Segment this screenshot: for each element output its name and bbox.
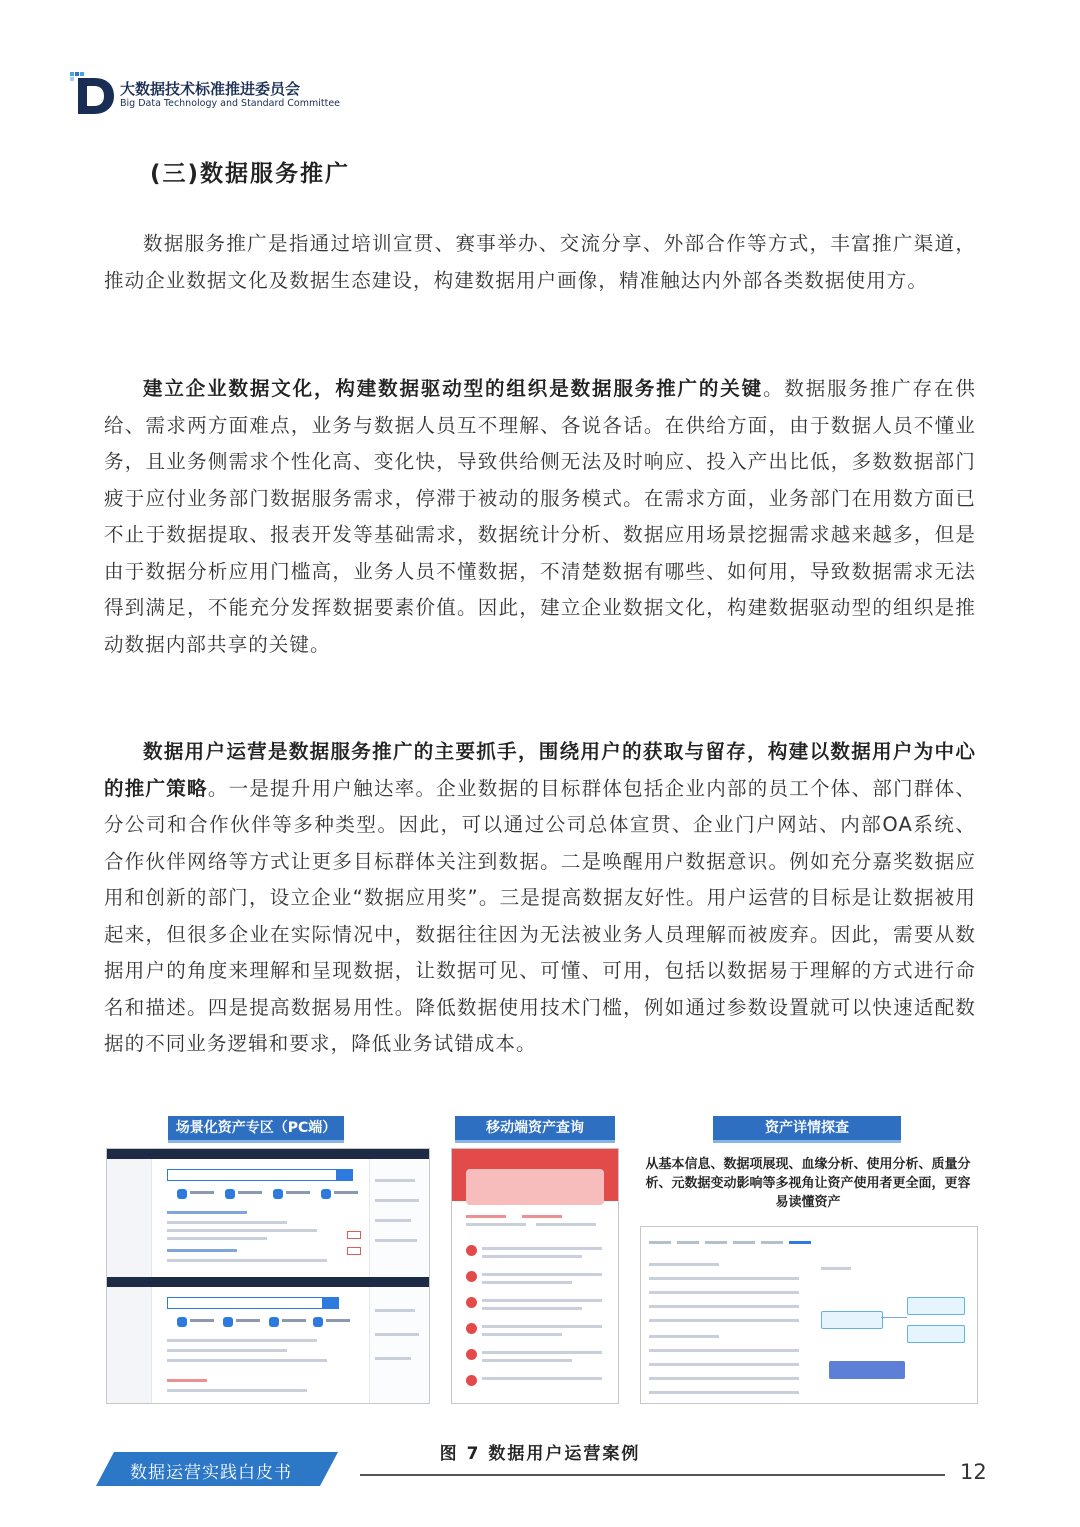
paragraph-2	[104, 371, 976, 663]
page-number: 12	[960, 1460, 987, 1484]
panel-detail-text: 从基本信息、数据项展现、血缘分析、使用分析、质量分析、元数据变动影响等多视角让资产使用者更全面，更容易读懂资产	[645, 1157, 971, 1210]
section-heading: (三)数据服务推广	[150, 161, 351, 187]
paragraph-3	[104, 734, 976, 1063]
panel-title-pc: 场景化资产专区（PC端）	[168, 1116, 344, 1143]
org-name-cn: 大数据技术标准推进委员会	[120, 80, 301, 98]
figure-caption: 图 7 数据用户运营案例	[439, 1444, 641, 1464]
paragraph-2-body: 。数据服务推广存在供给、需求两方面难点，业务与数据人员互不理解、各说各话。在供给方面，由于数据人员不懂业务，且业务侧需求个性化高、变化快，导致供给侧无法及时响应、投入产出比低，多数数据部门疲于应付业务部门数据服务需求，停滞于被动的服务模式。在需求方面，业务部门在用数方面已不止于数据提取、报表开发等基础需求，数据统计分析、数据应用场景挖掘需求越来越多，但是由于数据分析应用门槛高，业务人员不懂数据，不清楚数据有哪些、如何用，导致数据需求无法得到满足，不能充分发挥数据要素价值。因此，建立企业数据文化，构建数据驱动型的组织是推动数据内部共享的关键。	[104, 377, 976, 656]
paragraph-1: 数据服务推广是指通过培训宣贯、赛事举办、交流分享、外部合作等方式，丰富推广渠道，推动企业数据文化及数据生态建设，构建数据用户画像，精准触达内外部各类数据使用方。	[104, 232, 976, 292]
footer-doc-title: 数据运营实践白皮书	[130, 1463, 292, 1483]
paragraph-3-lead: 数据用户运营是数据服务推广的主要抓手，围绕用户的获取与留存，构建以数据用户为中心的推广策略	[104, 740, 976, 800]
panel-title-mobile: 移动端资产查询	[455, 1116, 615, 1143]
paragraph-2-lead: 建立企业数据文化，构建数据驱动型的组织是数据服务推广的关键	[143, 377, 763, 400]
logo-icon	[70, 68, 118, 114]
mobile-screenshot	[451, 1148, 619, 1404]
pc-portal-screenshot	[106, 1148, 430, 1404]
paragraph-3-body: 。一是提升用户触达率。企业数据的目标群体包括企业内部的员工个体、部门群体、分公司和合作伙伴等多种类型。因此，可以通过公司总体宣贯、企业门户网站、内部OA系统、合作伙伴网络等方式让更多目标群体关注到数据。二是唤醒用户数据意识。例如充分嘉奖数据应用和创新的部门，设立企业“数据应用奖”。三是提高数据友好性。用户运营的目标是让数据被用起来，但很多企业在实际情况中，数据往往因为无法被业务人员理解而被废弃。因此，需要从数据用户的角度来理解和呈现数据，让数据可见、可懂、可用，包括以数据易于理解的方式进行命名和描述。四是提高数据易用性。降低数据使用技术门槛，例如通过参数设置就可以快速适配数据的不同业务逻辑和要求，降低业务试错成本。	[104, 776, 976, 1055]
detail-screenshot	[640, 1226, 978, 1404]
footer-divider	[360, 1474, 945, 1476]
panel-title-detail: 资产详情探查	[713, 1116, 901, 1143]
org-name-en: Big Data Technology and Standard Committee	[120, 98, 341, 109]
